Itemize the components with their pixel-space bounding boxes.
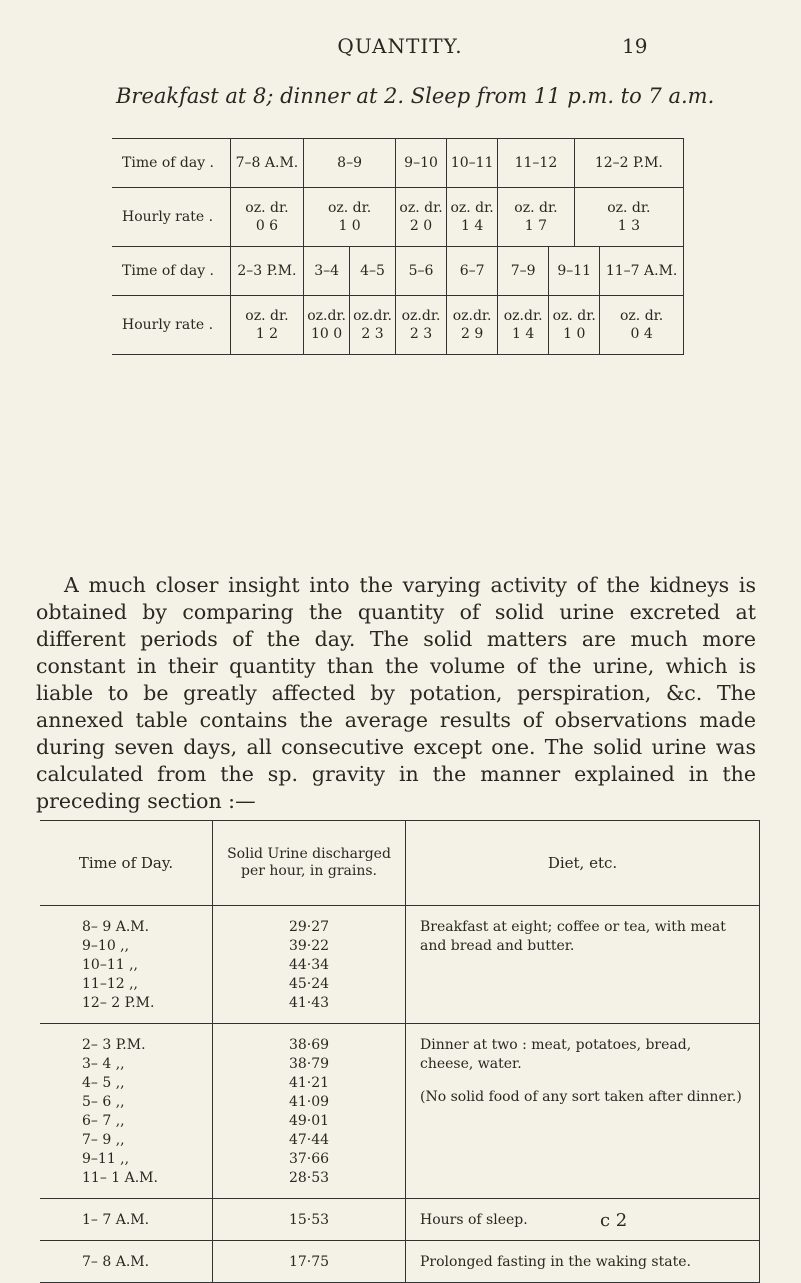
rate-cell: oz.dr. 2 3: [396, 296, 447, 355]
rate-cell: oz. dr. 1 0: [304, 188, 396, 247]
table-row: [40, 906, 760, 1024]
rate-cell: oz. dr. 1 0: [549, 296, 600, 355]
running-title: QUANTITY.: [337, 34, 463, 58]
solid-urine-table: [40, 820, 760, 1283]
rate-cell: oz. dr. 0 4: [600, 296, 684, 355]
time-cell: 10–11: [447, 139, 498, 188]
time-cell: 5–6: [396, 247, 447, 296]
table-row: [112, 139, 684, 188]
rate-cell: oz. dr. 0 6: [230, 188, 303, 247]
rate-cell: oz.dr. 2 3: [350, 296, 396, 355]
signature-mark: c 2: [600, 1210, 628, 1231]
time-cell: 8–9: [304, 139, 396, 188]
table-caption: Breakfast at 8; dinner at 2. Sleep from 11 p.m. to 7 a.m.: [116, 84, 715, 108]
time-cell: 11–12: [498, 139, 575, 188]
time-cell: 7–9: [498, 247, 549, 296]
diet-note: Dinner at two : meat, potatoes, bread, cheese, water. (No solid food of any sort taken after dinner.): [406, 1024, 760, 1199]
table-row: [112, 296, 684, 355]
table-row: [40, 1024, 760, 1199]
rate-cell: oz. dr. 2 0: [396, 188, 447, 247]
time-cell: 9–11: [549, 247, 600, 296]
rate-cell: oz. dr. 1 3: [574, 188, 683, 247]
time-cell: 11–7 A.M.: [600, 247, 684, 296]
value-list: 17·75: [213, 1241, 406, 1283]
rate-cell: oz. dr. 1 7: [498, 188, 575, 247]
row-label-time: Time of day .: [112, 139, 230, 188]
rate-cell: oz.dr. 10 0: [304, 296, 350, 355]
page-number: 19: [622, 34, 648, 58]
table-row: [112, 247, 684, 296]
row-label-rate: Hourly rate .: [112, 296, 230, 355]
time-cell: 2–3 P.M.: [230, 247, 303, 296]
table-row: [112, 188, 684, 247]
body-paragraph: [36, 572, 756, 815]
running-header: [0, 34, 801, 64]
value-list: 38·69 38·79 41·21 41·09 49·01 47·44 37·66 28·53: [213, 1024, 406, 1199]
time-cell: 4–5: [350, 247, 396, 296]
header-time-of-day: Time of Day.: [40, 821, 213, 906]
time-list: 1– 7 A.M.: [40, 1199, 213, 1241]
rate-cell: oz. dr. 1 2: [230, 296, 303, 355]
table-header-row: [40, 821, 760, 906]
value-list: 29·27 39·22 44·34 45·24 41·43: [213, 906, 406, 1024]
rate-cell: oz.dr. 2 9: [447, 296, 498, 355]
time-cell: 7–8 A.M.: [230, 139, 303, 188]
value-list: 15·53: [213, 1199, 406, 1241]
header-diet: Diet, etc.: [406, 821, 760, 906]
table-row: [40, 1199, 760, 1241]
row-label-time: Time of day .: [112, 247, 230, 296]
rate-cell: oz.dr. 1 4: [498, 296, 549, 355]
rate-cell: oz. dr. 1 4: [447, 188, 498, 247]
time-list: 2– 3 P.M. 3– 4 ,, 4– 5 ,, 5– 6 ,, 6– 7 ,, 7– 9 ,, 9–11 ,, 11– 1 A.M.: [40, 1024, 213, 1199]
time-list: 8– 9 A.M. 9–10 ,, 10–11 ,, 11–12 ,, 12– 2 P.M.: [40, 906, 213, 1024]
time-list: 7– 8 A.M.: [40, 1241, 213, 1283]
diet-note: Hours of sleep.: [406, 1199, 760, 1241]
diet-note: Breakfast at eight; coffee or tea, with meat and bread and butter.: [406, 906, 760, 1024]
time-cell: 3–4: [304, 247, 350, 296]
paragraph-text: A much closer insight into the varying activity of the kidneys is obtained by comparing the quantity of solid urine excreted at different periods of the day. The solid matters are much more constant in their quantity than the volume of the urine, which is liable to be greatly affected by potation, perspiration, &c. The annexed table contains the average results of observations made during seven days, all consecutive except one. The solid urine was calculated from the sp. gravity in the manner explained in the preceding section :—: [36, 573, 756, 813]
time-cell: 6–7: [447, 247, 498, 296]
time-cell: 12–2 P.M.: [574, 139, 683, 188]
diet-note: Prolonged fasting in the waking state.: [406, 1241, 760, 1283]
header-solid-urine: Solid Urine discharged per hour, in grains.: [213, 821, 406, 906]
hourly-rate-table: [112, 138, 684, 355]
time-cell: 9–10: [396, 139, 447, 188]
row-label-rate: Hourly rate .: [112, 188, 230, 247]
